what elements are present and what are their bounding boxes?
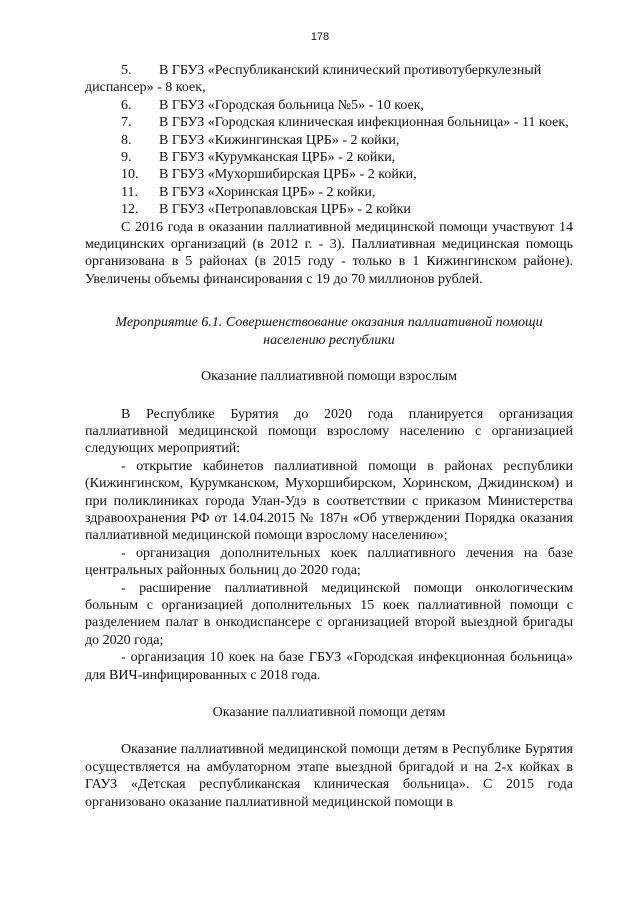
list-item-number: 5. (121, 63, 132, 78)
list-item-text: В ГБУЗ «Мухоршибирская ЦРБ» - 2 койки, (159, 167, 417, 183)
measure-title: Мероприятие 6.1. Совершенствование оказания паллиативной помощи населению республики (115, 315, 543, 348)
list-item (85, 132, 573, 149)
list-item (85, 62, 573, 97)
hospital-list (85, 62, 573, 219)
list-item (85, 184, 573, 201)
adults-item: - расширение паллиативной медицинской помощи онкологическим больным с организацией дополнительных 15 коек паллиативной помощи с разделением палат в онкодиспансере с организацией второй выездной бригады до 2020 года; (85, 580, 573, 648)
list-item-number: 12. (121, 202, 139, 218)
list-item-number: 9. (121, 150, 132, 166)
list-item-text: В ГБУЗ «Кижингинская ЦРБ» - 2 койки, (159, 132, 400, 148)
list-item (85, 114, 573, 131)
summary-paragraph: С 2016 года в оказании паллиативной медицинской помощи участвуют 14 медицинских организаций (в 2012 г. - 3). Паллиативная медицинская помощь организована в 5 районах (в 2015 году - только в 1 Кижингинском районе). Увеличены объемы финансирования с 19 до 70 миллионов рублей. (85, 219, 573, 287)
list-item (85, 166, 573, 183)
list-item-text: В ГБУЗ «Городская клиническая инфекционная больница» - 11 коек, (159, 115, 569, 131)
page-number: 178 (310, 31, 330, 43)
children-paragraph: Оказание паллиативной медицинской помощи детям в Республике Бурятия осуществляется на амбулаторном этапе выездной бригадой и на 2-х койках в ГАУЗ «Детская республиканская клиническая больница». С 2015 года организовано оказание паллиативной медицинской помощи в (85, 742, 573, 810)
adults-item: - организация 10 коек на базе ГБУЗ «Городская инфекционная больница» для ВИЧ-инфицированных с 2018 года. (85, 650, 573, 683)
list-item-number: 6. (121, 97, 132, 113)
list-item (85, 149, 573, 166)
list-item-number: 11. (121, 184, 138, 200)
adults-item: - открытие кабинетов паллиативной помощи в районах республики (Кижингинском, Курумканском, Мухоршибирском, Хоринском, Джидинском) и при поликлиниках города Улан-Удэ в соответствии с приказом Министерства здравоохранения РФ от 14.04.2015 № 187н «Об утверждении Порядка оказания паллиативной медицинской помощи взрослому населению»; (85, 458, 573, 544)
list-item-text: В ГБУЗ «Петропавловская ЦРБ» - 2 койки (159, 202, 411, 218)
adults-intro: В Республике Бурятия до 2020 года планируется организация паллиативной медицинской помощи взрослому населению с организацией следующих мероприятий: (85, 406, 573, 457)
list-item-text: В ГБУЗ «Республиканский клинический противотуберкулезный диспансер» - 8 коек, (85, 63, 542, 96)
list-item (85, 201, 573, 218)
list-item-number: 8. (121, 132, 132, 148)
adults-item: - организация дополнительных коек паллиативного лечения на базе центральных районных больниц до 2020 года; (85, 545, 573, 579)
list-item-number: 10. (121, 167, 139, 183)
document-body (85, 62, 573, 811)
adults-heading: Оказание паллиативной помощи взрослым (200, 369, 458, 385)
list-item-text: В ГБУЗ «Городская больница №5» - 10 коек, (159, 97, 425, 113)
list-item-text: В ГБУЗ «Курумканская ЦРБ» - 2 койки, (159, 150, 396, 166)
list-item (85, 97, 573, 114)
list-item-number: 7. (121, 115, 132, 131)
list-item-text: В ГБУЗ «Хоринская ЦРБ» - 2 койки, (159, 184, 376, 200)
children-heading: Оказание паллиативной помощи детям (212, 705, 446, 720)
